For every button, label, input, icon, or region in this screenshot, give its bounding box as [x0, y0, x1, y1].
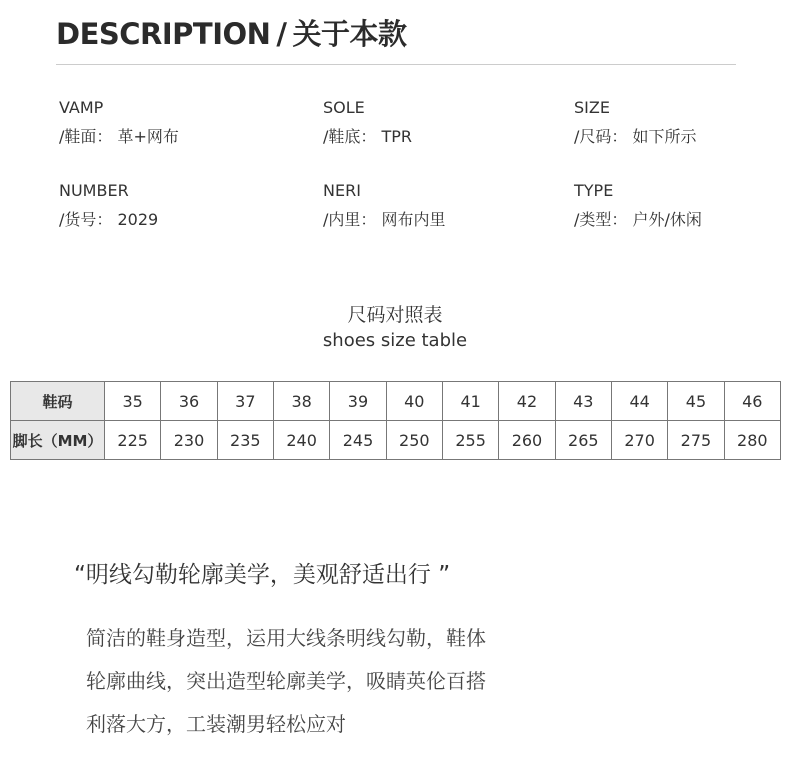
table-cell: 230 [161, 421, 217, 460]
table-cell: 240 [273, 421, 329, 460]
attribute-label: SIZE [574, 98, 610, 117]
attribute-size [574, 100, 696, 145]
attribute-type [574, 183, 702, 228]
table-cell: 45 [668, 382, 724, 421]
table-cell: 39 [330, 382, 386, 421]
table-cell: 235 [217, 421, 273, 460]
attribute-value: /货号： 2029 [59, 210, 159, 229]
feature-line: 轮廓曲线，突出造型轮廓美学，吸睛英伦百搭 [86, 669, 486, 693]
row-header-shoe-size: 鞋码 [11, 382, 105, 421]
feature-quote: “明线勾勒轮廓美学，美观舒适出行 ” [74, 562, 451, 588]
attribute-vamp [59, 100, 179, 145]
title-chinese: 关于本款 [292, 17, 407, 51]
title-english: DESCRIPTION [56, 17, 271, 51]
size-table-title: 尺码对照表 [347, 304, 443, 326]
attribute-label: NUMBER [59, 181, 129, 200]
table-row-shoe-size [11, 382, 781, 421]
table-cell: 270 [611, 421, 667, 460]
table-cell: 225 [105, 421, 161, 460]
table-cell: 44 [611, 382, 667, 421]
table-row-foot-length [11, 421, 781, 460]
table-cell: 35 [105, 382, 161, 421]
table-cell: 42 [499, 382, 555, 421]
feature-line: 利落大方，工装潮男轻松应对 [86, 712, 346, 736]
table-cell: 40 [386, 382, 442, 421]
attribute-value: /鞋底： TPR [323, 127, 413, 146]
table-cell: 43 [555, 382, 611, 421]
title-separator: / [276, 17, 287, 51]
table-cell: 265 [555, 421, 611, 460]
attribute-value: /尺码： 如下所示 [574, 127, 697, 146]
attribute-label: NERI [323, 181, 361, 200]
row-header-foot-length: 脚长（MM） [11, 421, 105, 460]
size-table-subtitle: shoes size table [322, 330, 468, 351]
attribute-label: SOLE [323, 98, 365, 117]
table-cell: 37 [217, 382, 273, 421]
attribute-value: /内里： 网布内里 [323, 210, 446, 229]
attribute-label: TYPE [574, 181, 614, 200]
attribute-sole [323, 100, 412, 145]
table-cell: 250 [386, 421, 442, 460]
table-cell: 255 [442, 421, 498, 460]
feature-line: 简洁的鞋身造型，运用大线条明线勾勒，鞋体 [86, 626, 486, 650]
attribute-value: /类型： 户外/休闲 [574, 210, 702, 229]
attribute-neri [323, 183, 445, 228]
table-cell: 260 [499, 421, 555, 460]
table-cell: 46 [724, 382, 780, 421]
header-divider [56, 64, 736, 65]
section-title [56, 12, 407, 53]
size-table [10, 381, 781, 460]
attribute-label: VAMP [59, 98, 104, 117]
table-cell: 41 [442, 382, 498, 421]
table-cell: 36 [161, 382, 217, 421]
table-cell: 280 [724, 421, 780, 460]
attribute-value: /鞋面： 革+网布 [59, 127, 179, 146]
table-cell: 275 [668, 421, 724, 460]
table-cell: 245 [330, 421, 386, 460]
attribute-number [59, 183, 158, 228]
table-cell: 38 [273, 382, 329, 421]
